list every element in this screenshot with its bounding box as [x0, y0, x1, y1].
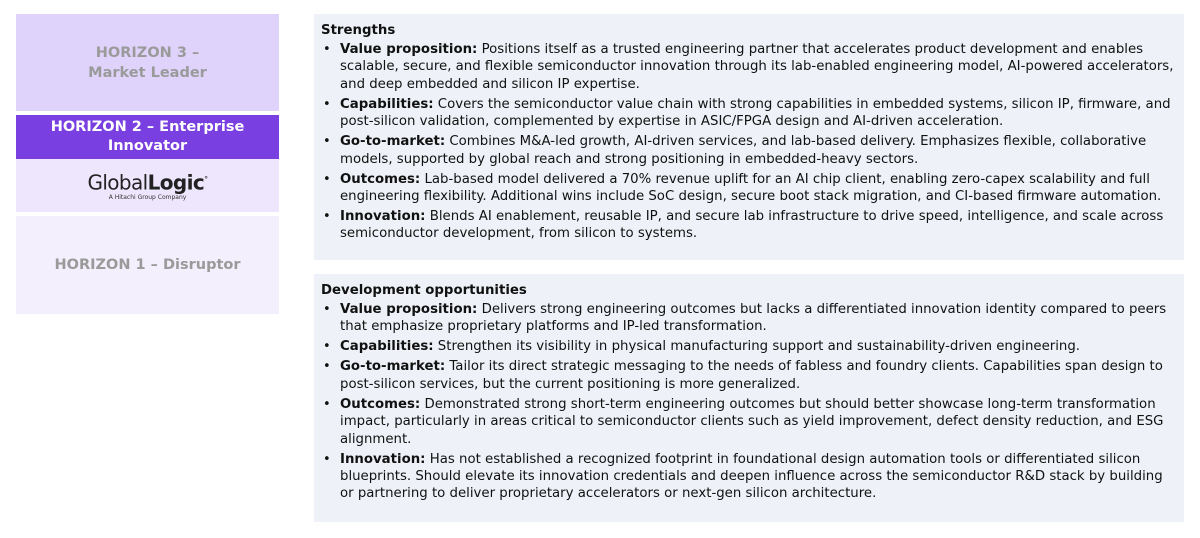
item-label: Outcomes:: [340, 171, 421, 187]
horizon-2-line2: Innovator: [107, 138, 188, 154]
item-label: Innovation:: [340, 451, 426, 467]
logo-wordmark: [87, 169, 207, 194]
item-label: Outcomes:: [340, 396, 421, 412]
item-text: Has not established a recognized footprint in foundational design automation tools or differentiated silicon blueprints. Should elevate its innovation credentials and deepen influence across the semiconductor R&D stack by building or partnering to deliver proprietary accelerators or next-gen silicon architecture.: [340, 451, 1163, 502]
item-text: Strengthen its visibility in physical manufacturing support and sustainability-driven engineering.: [433, 339, 1081, 355]
item-text: Delivers strong engineering outcomes but lacks a differentiated innovation identity compared to peers that emphasize proprietary platforms and IP-led transformation.: [340, 302, 1167, 335]
list-item: [321, 96, 1174, 131]
list-item: [321, 451, 1174, 503]
logo-name-bold: Logic: [147, 170, 205, 195]
list-item: [321, 396, 1174, 448]
item-label: Go-to-market:: [340, 134, 446, 150]
item-label: Innovation:: [340, 209, 426, 225]
list-item: [321, 41, 1174, 93]
item-label: Capabilities:: [340, 339, 434, 355]
logo-tagline: A Hitachi Group Company: [108, 193, 187, 201]
globallogic-logo: [16, 159, 279, 212]
item-text: Positions itself as a trusted engineering partner that accelerates product development and enables scalable, secure, and flexible semiconductor innovation through its lab-enabled engineering model, AI-powered accelerators, and deep embedded and silicon IP expertise.: [340, 42, 1174, 92]
horizon-3-box: [16, 14, 279, 111]
item-text: Demonstrated strong short-term engineering outcomes but should better showcase long-term transformation impact, particularly in areas critical to semiconductor clients such as yield improvement, defect density reduction, and ESG alignment.: [340, 396, 1164, 447]
item-text: Covers the semiconductor value chain with strong capabilities in embedded systems, silicon IP, firmware, and post-silicon validation, complemented by expertise in ASIC/FPGA design and AI-driven acceleration.: [340, 96, 1171, 130]
item-text: Combines M&A-led growth, AI-driven services, and lab-based delivery. Emphasizes flexible, collaborative models, supported by global reach and strong positioning in embedded-heavy sectors.: [340, 134, 1147, 167]
horizon-3-line1: HORIZON 3 –: [95, 44, 200, 61]
horizon-1-label: HORIZON 1 – Disruptor: [54, 257, 241, 273]
horizon-2-box: [16, 115, 279, 159]
list-item: [321, 171, 1174, 206]
logo-mark: °: [204, 175, 208, 185]
item-label: Value proposition:: [340, 42, 478, 57]
horizon-3-line2: Market Leader: [88, 64, 207, 81]
horizon-1-box: [16, 216, 279, 314]
list-item: [321, 358, 1174, 393]
logo-name-regular: Global: [87, 170, 148, 195]
item-label: Go-to-market:: [340, 359, 446, 375]
list-item: [321, 133, 1174, 168]
strengths-list: [321, 41, 1174, 243]
opportunities-title: Development opportunities: [321, 283, 527, 298]
item-text: Blends AI enablement, reusable IP, and secure lab infrastructure to drive speed, intelligence, and scale across semiconductor development, from silicon to systems.: [340, 209, 1164, 242]
item-label: Capabilities:: [340, 96, 434, 112]
opportunities-list: [321, 301, 1174, 503]
opportunities-panel: [314, 274, 1184, 522]
horizon-2-line1: HORIZON 2 – Enterprise: [50, 119, 245, 135]
strengths-title: Strengths: [321, 23, 396, 38]
list-item: [321, 208, 1174, 243]
list-item: [321, 301, 1174, 336]
item-label: Value proposition:: [340, 302, 478, 317]
item-text: Lab-based model delivered a 70% revenue uplift for an AI chip client, enabling zero-capex scalability and full engineering flexibility. Additional wins include SoC design, secure boot stack migration, and CI-based firmware automation.: [340, 171, 1162, 205]
item-text: Tailor its direct strategic messaging to the needs of fabless and foundry clients. Capabilities span design to post-silicon services, but the current positioning is more generalized.: [340, 359, 1163, 392]
list-item: [321, 338, 1174, 355]
strengths-panel: [314, 14, 1184, 260]
